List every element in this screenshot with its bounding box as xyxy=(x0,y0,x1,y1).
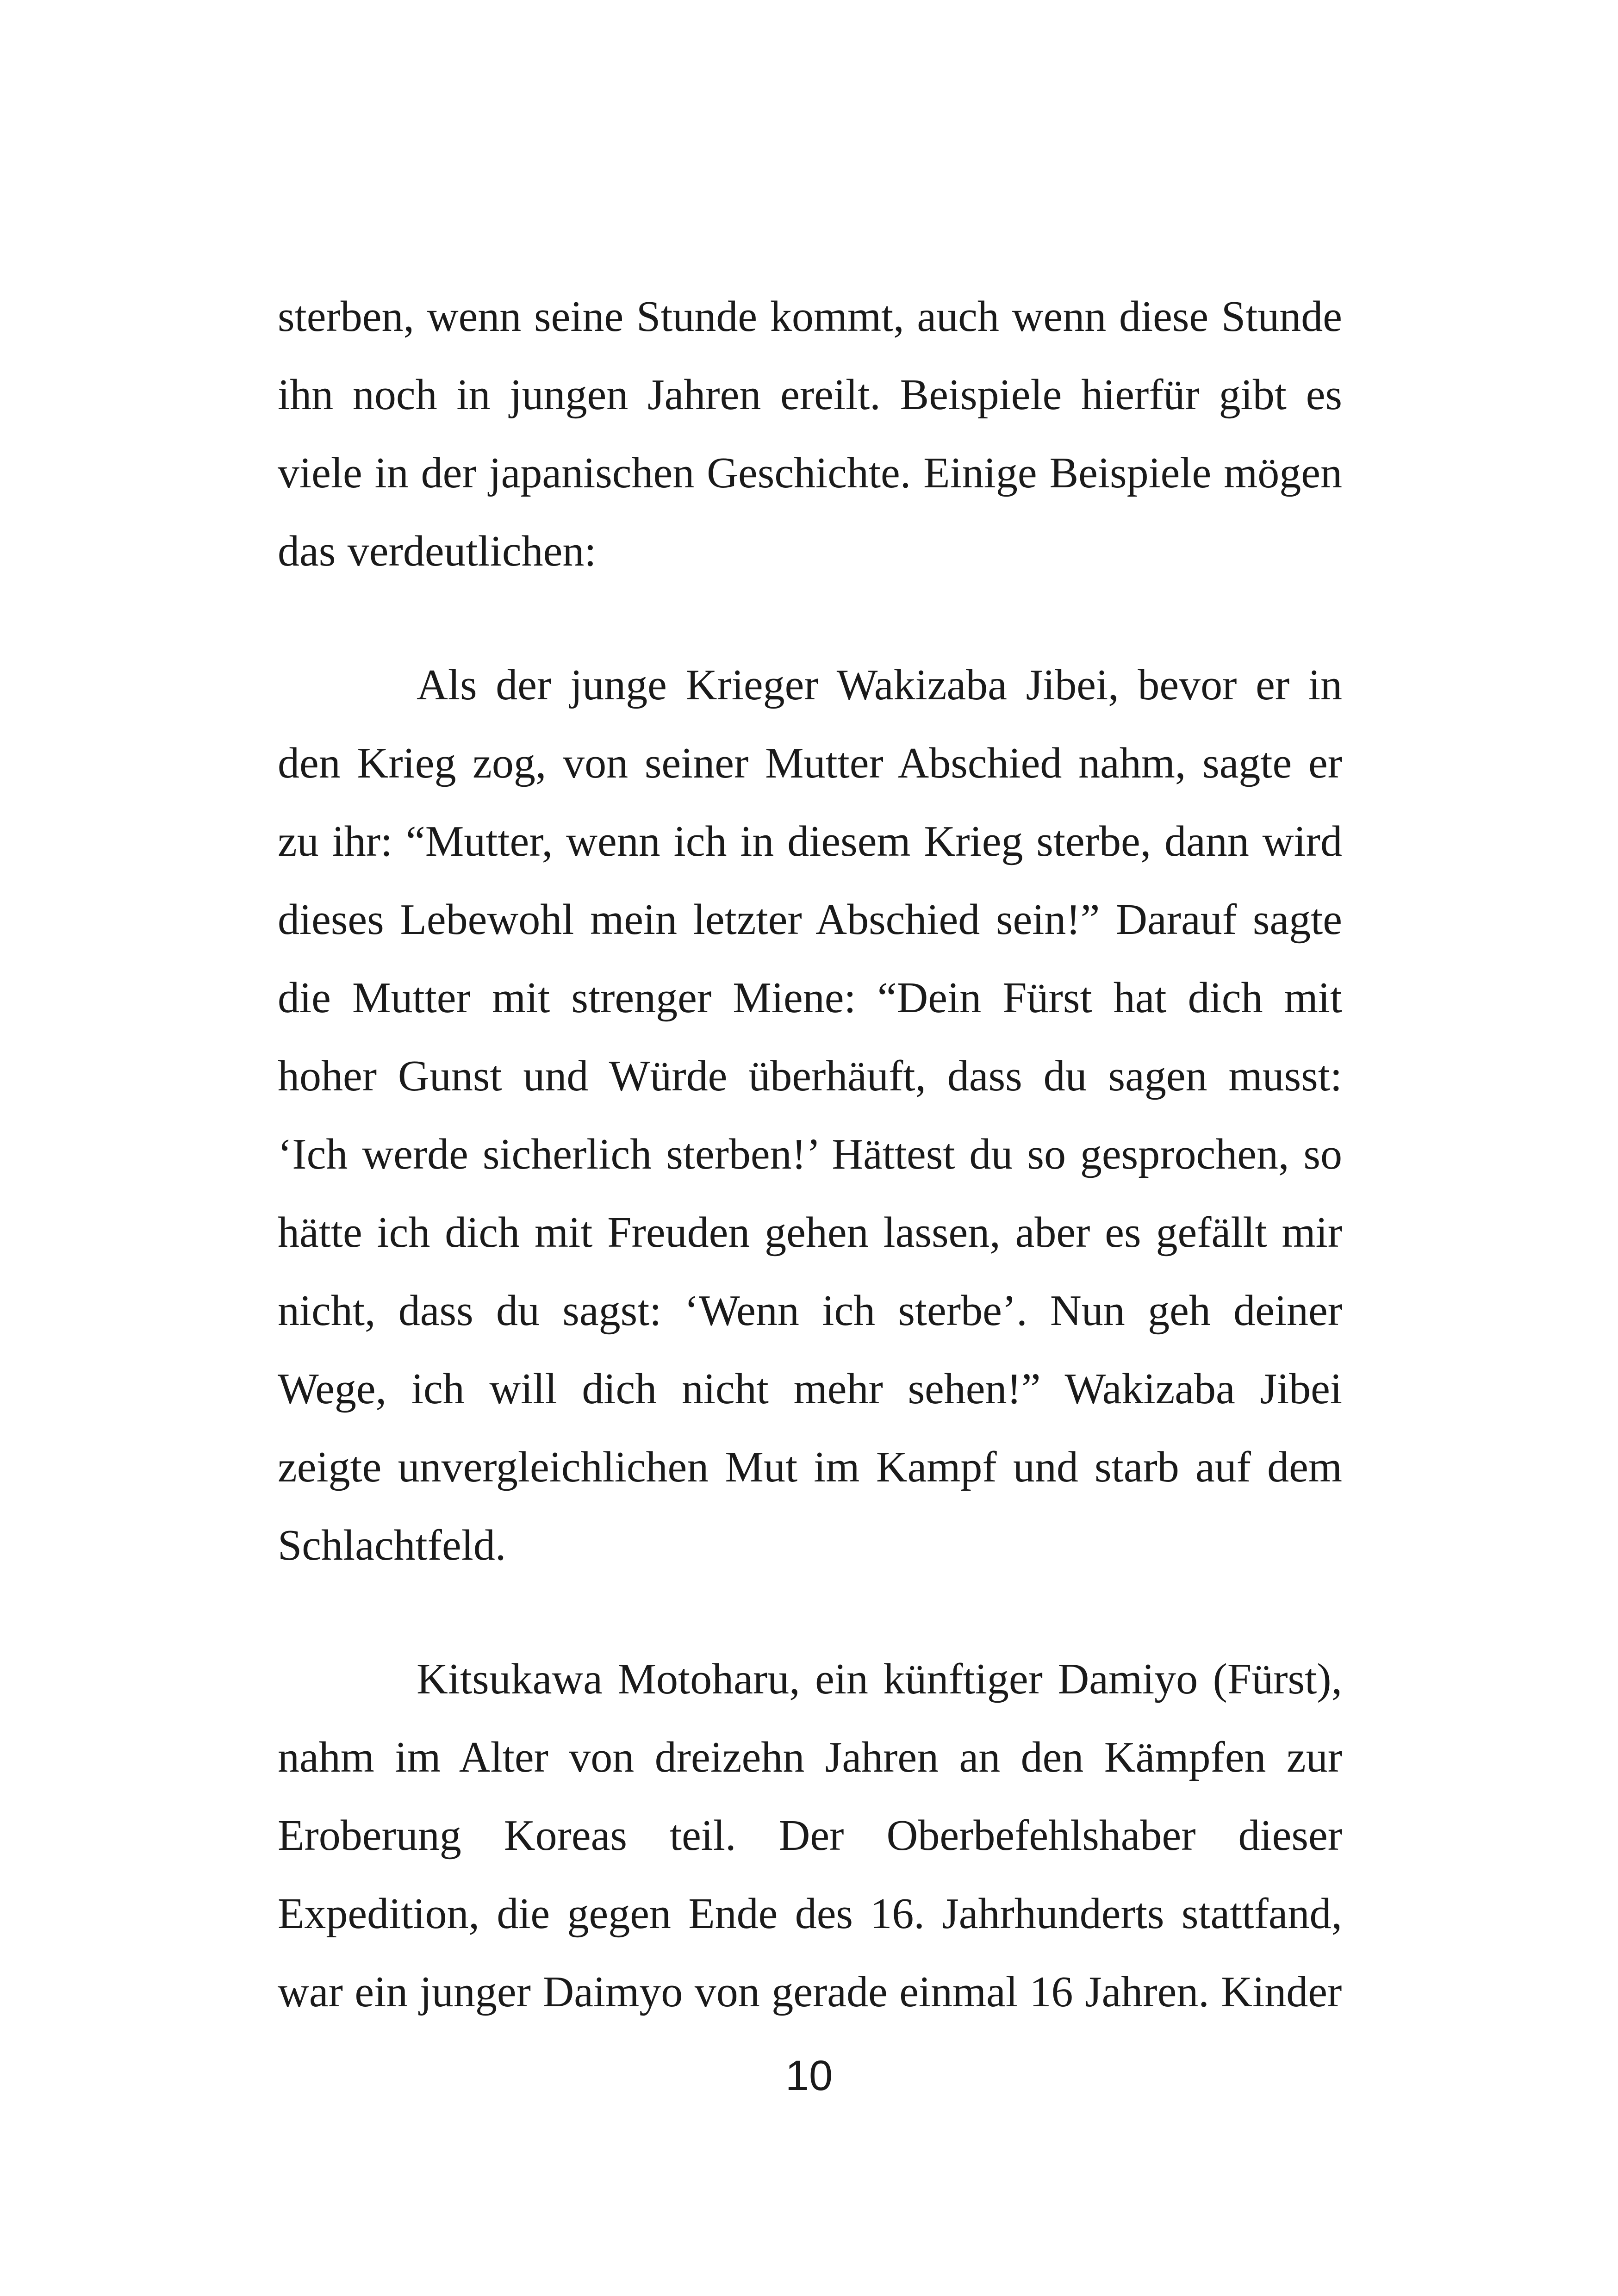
paragraph-kitsukawa-motoharu: Kitsukawa Motoharu, ein künftiger Damiyo (Fürst), nahm im Alter von dreizehn Jahren an den Kämpfen zur Eroberung Koreas teil. Der Oberbefehlshaber dieser Expedition, die gegen Ende des 16. Jahrhunderts stattfand, war ein junger Daimyo von gerade einmal 16 Jahren. Kinder xyxy=(278,1655,1342,2016)
body-text xyxy=(278,278,1342,2031)
paragraph-wakizaba-jibei: Als der junge Krieger Wakizaba Jibei, bevor er in den Krieg zog, von seiner Mutter Abschied nahm, sagte er zu ihr: “Mutter, wenn ich in diesem Krieg sterbe, dann wird dieses Lebewohl mein letzter Abschied sein!” Darauf sagte die Mutter mit strenger Miene: “Dein Fürst hat dich mit hoher Gunst und Würde überhäuft, dass du sagen musst: ‘Ich werde sicherlich sterben!’ Hättest du so gesprochen, so hätte ich dich mit Freuden gehen lassen, aber es gefällt mir nicht, dass du sagst: ‘Wenn ich sterbe’. Nun geh deiner Wege, ich will dich nicht mehr sehen!” Wakizaba Jibei zeigte unvergleichlichen Mut im Kampf und starb auf dem Schlachtfeld. xyxy=(278,661,1342,1569)
paragraph-continuation: sterben, wenn seine Stunde kommt, auch wenn diese Stunde ihn noch in jungen Jahren ereilt. Beispiele hierfür gibt es viele in der japanischen Geschichte. Einige Beispiele mögen das verdeutlichen: xyxy=(278,292,1342,575)
page-number: 10 xyxy=(785,2052,833,2099)
